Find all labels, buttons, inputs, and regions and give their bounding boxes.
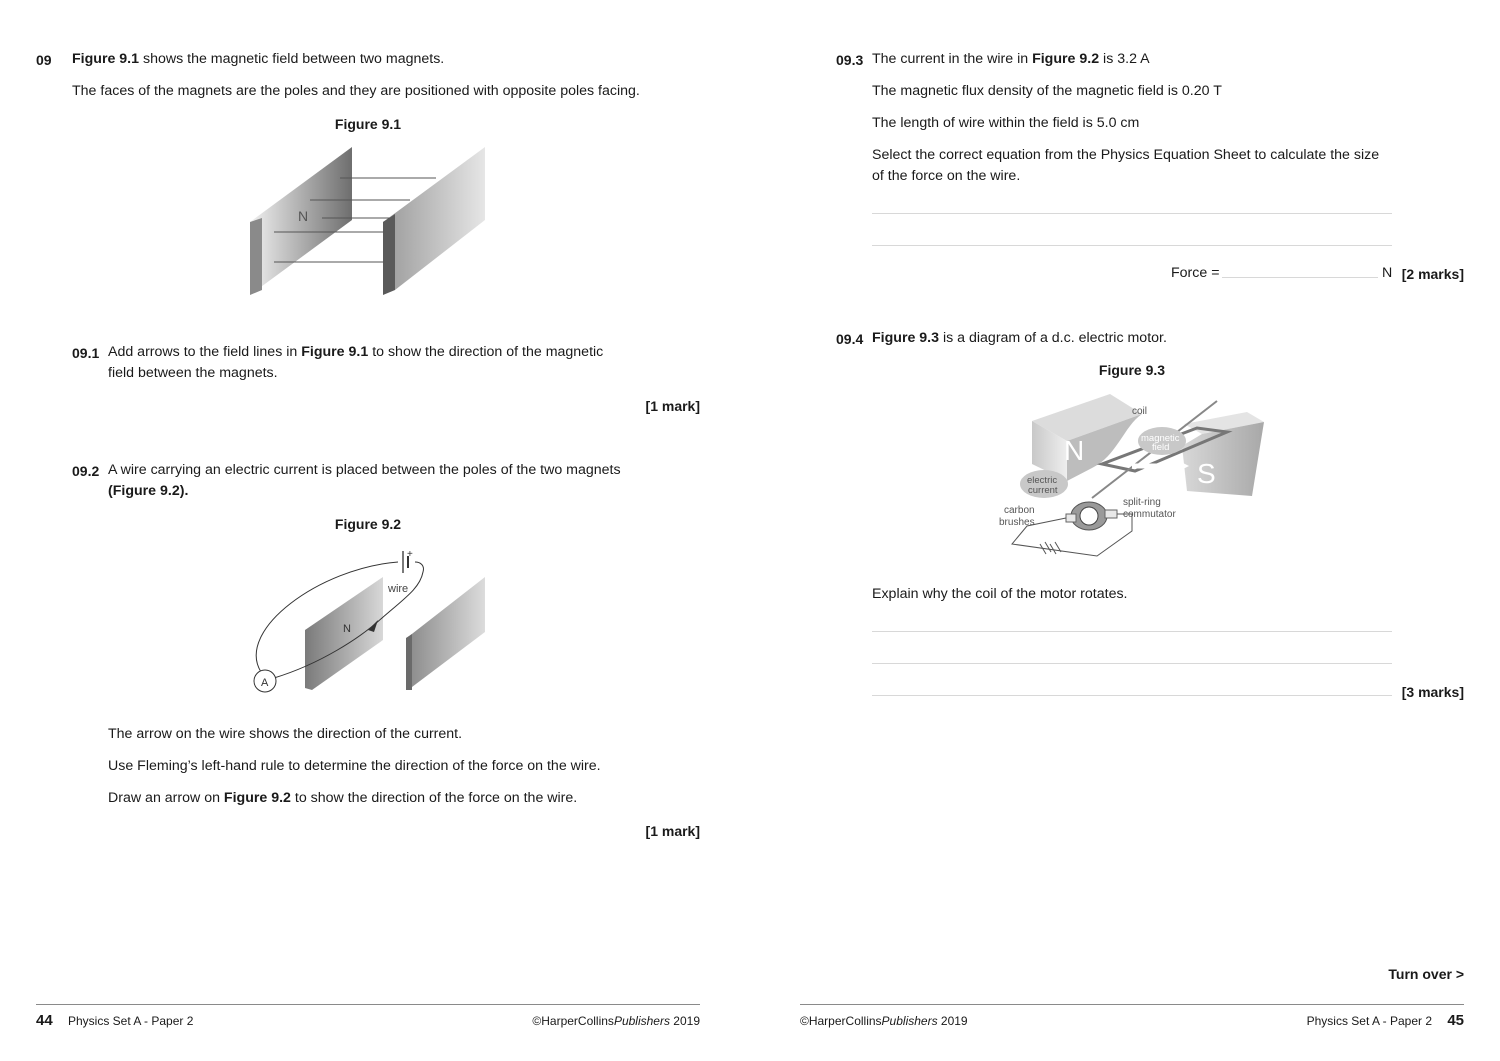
copyright-c: 2019 — [669, 1014, 700, 1028]
magnet-left-edge — [250, 218, 262, 295]
wire-label: wire — [388, 583, 409, 595]
turn-over-link[interactable]: Turn over > — [1388, 966, 1464, 982]
north-pole-label: N — [343, 623, 351, 635]
q093-length-text: The length of wire within the field is 5.0 cm — [872, 115, 1140, 131]
magnet-right-edge — [383, 214, 395, 295]
q092-draw-b: to show the direction of the force on the wire. — [290, 790, 578, 806]
figure-9-2-caption: Figure 9.2 — [334, 516, 402, 532]
carbon-brushes-label-1: carbon — [1004, 505, 1035, 516]
commutator-hole — [1080, 507, 1098, 525]
question-number-09-3: 09.3 — [836, 52, 864, 68]
footer-title-left: Physics Set A - Paper 2 — [68, 1014, 194, 1028]
answer-line[interactable] — [872, 631, 1392, 632]
q09-intro-line — [72, 49, 444, 70]
footer-title-right: Physics Set A - Paper 2 — [1306, 1014, 1432, 1028]
magnetic-field-label-1: magnetic — [1141, 433, 1180, 444]
q093-select-text-2: of the force on the wire. — [872, 168, 1021, 184]
q092-text-line2: (Figure 9.2). — [108, 483, 189, 499]
battery-plus-label: + — [407, 549, 413, 560]
split-ring-label-2: commutator — [1123, 509, 1176, 520]
q092-fleming-text: Use Fleming’s left-hand rule to determine the direction of the force on the wire. — [108, 758, 601, 774]
q091-text-line2: field between the magnets. — [108, 365, 278, 381]
figure-ref: Figure 9.1 — [72, 51, 140, 67]
q092-draw-arrow-text — [108, 788, 577, 809]
figure-ref: Figure 9.2 — [1032, 51, 1100, 67]
magnet-right-edge — [406, 634, 412, 690]
q093-current-text — [872, 49, 1150, 70]
footer-copyright-right — [800, 1014, 968, 1028]
page-number-right: 45 — [1447, 1012, 1464, 1029]
split-ring-label-1: split-ring — [1123, 497, 1161, 508]
footer-rule-right — [800, 1004, 1464, 1005]
answer-line[interactable] — [872, 213, 1392, 214]
question-number-09-1: 09.1 — [72, 345, 100, 361]
q094-intro-text — [872, 328, 1167, 349]
q094-text-rest: is a diagram of a d.c. electric motor. — [939, 330, 1167, 346]
figure-9-1-caption: Figure 9.1 — [334, 116, 402, 132]
q091-text-a: Add arrows to the field lines in — [108, 344, 302, 360]
force-label: Force = — [1171, 265, 1220, 281]
copyright-a: ©HarperCollins — [532, 1014, 614, 1028]
q091-text-b: to show the direction of the magnetic — [368, 344, 604, 360]
q093-text-b: is 3.2 A — [1099, 51, 1150, 67]
copyright-a: ©HarperCollins — [800, 1014, 882, 1028]
q093-select-text-1: Select the correct equation from the Physics Equation Sheet to calculate the size — [872, 147, 1380, 163]
electric-current-label-1: electric — [1027, 475, 1058, 486]
q091-marks: [1 mark] — [645, 398, 700, 414]
question-number-09-4: 09.4 — [836, 331, 864, 347]
figure-9-1 — [240, 140, 500, 300]
copyright-b: Publishers — [881, 1014, 938, 1028]
q092-marks: [1 mark] — [645, 823, 700, 839]
electric-current-label-2: current — [1028, 485, 1058, 496]
q091-text-line1 — [108, 342, 603, 363]
carbon-brushes-label-2: brushes — [999, 517, 1035, 528]
brush — [1105, 510, 1117, 518]
south-label: S — [1197, 458, 1216, 489]
footer-copyright-left — [532, 1014, 700, 1028]
question-number-09-2: 09.2 — [72, 463, 100, 479]
q093-flux-text: The magnetic flux density of the magnetic field is 0.20 T — [872, 83, 1222, 99]
answer-line[interactable] — [872, 663, 1392, 664]
q09-intro-text: shows the magnetic field between two magnets. — [139, 51, 445, 67]
copyright-c: 2019 — [937, 1014, 968, 1028]
copyright-b: Publishers — [613, 1014, 670, 1028]
q094-question-text: Explain why the coil of the motor rotates. — [872, 586, 1128, 602]
figure-9-3-caption: Figure 9.3 — [1098, 362, 1166, 378]
magnet-right-block — [408, 577, 485, 690]
force-answer-line[interactable] — [1222, 277, 1378, 278]
magnetic-field-label-2: field — [1152, 442, 1170, 453]
force-unit: N — [1382, 265, 1393, 281]
q092-current-arrow-text: The arrow on the wire shows the direction of the current. — [108, 726, 463, 742]
q093-marks: [2 marks] — [1401, 266, 1464, 282]
q092-text-line1: A wire carrying an electric current is placed between the poles of the two magnets — [108, 462, 621, 478]
coil-label: coil — [1132, 406, 1148, 417]
figure-ref: Figure 9.2 — [223, 790, 291, 806]
answer-line[interactable] — [872, 245, 1392, 246]
answer-line[interactable] — [872, 695, 1392, 696]
figure-9-2 — [240, 540, 500, 700]
figure-9-3 — [992, 386, 1272, 566]
question-number-09: 09 — [36, 52, 52, 68]
q093-text-a: The current in the wire in — [872, 51, 1033, 67]
north-label: N — [1064, 435, 1085, 466]
ammeter-label: A — [261, 677, 269, 689]
north-pole-label: N — [298, 208, 309, 224]
q09-poles-text: The faces of the magnets are the poles and they are positioned with opposite poles facing. — [72, 83, 640, 99]
brush — [1066, 514, 1076, 522]
page-number-left: 44 — [36, 1012, 53, 1029]
magnet-right-face — [383, 147, 485, 290]
q094-marks: [3 marks] — [1401, 684, 1464, 700]
footer-rule-left — [36, 1004, 700, 1005]
q092-draw-a: Draw an arrow on — [108, 790, 224, 806]
figure-ref: Figure 9.1 — [301, 344, 369, 360]
figure-ref: Figure 9.3 — [872, 330, 940, 346]
